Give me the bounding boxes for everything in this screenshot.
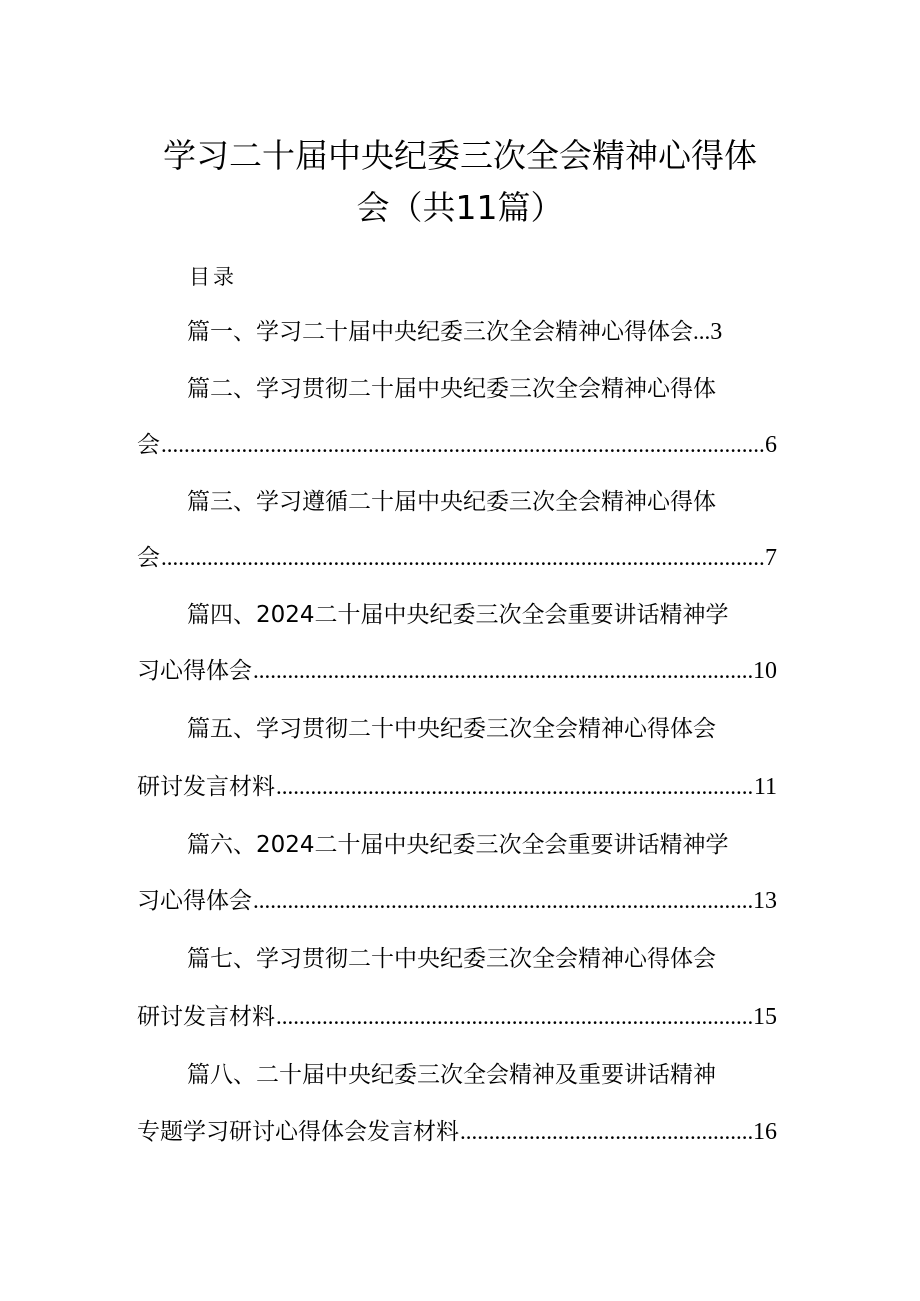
toc-entry-3-continued[interactable] (137, 543, 777, 573)
toc-entry-3-leader (161, 543, 764, 573)
toc-entry-5[interactable] (187, 714, 777, 744)
toc-entry-6[interactable] (187, 830, 777, 860)
toc-entry-5-title: 篇五、学习贯彻二十中央纪委三次全会精神心得体会 (187, 716, 716, 742)
toc-entry-4-title-cont: 习心得体会 (137, 658, 252, 684)
toc-entry-5-leader (276, 772, 753, 802)
toc-entry-4[interactable] (187, 600, 777, 630)
document-title-line-1: 学习二十届中央纪委三次全会精神心得体 (163, 136, 757, 175)
toc-entry-8-leader (460, 1117, 752, 1147)
document-title-line-2: 会（共11篇） (356, 188, 564, 227)
toc-entry-2-title-cont: 会 (137, 432, 160, 458)
toc-entry-7[interactable] (187, 944, 777, 974)
toc-entry-2[interactable] (187, 374, 777, 404)
toc-entry-1-title: 篇一、学习二十届中央纪委三次全会精神心得体会 (187, 319, 693, 345)
toc-heading: 目录 (189, 265, 237, 289)
toc-entry-2-continued[interactable] (137, 430, 777, 460)
toc-entry-8-title: 篇八、二十届中央纪委三次全会精神及重要讲话精神 (187, 1062, 716, 1088)
toc-entry-6-title-cont: 习心得体会 (137, 888, 252, 914)
toc-entry-3-title: 篇三、学习遵循二十届中央纪委三次全会精神心得体 (187, 489, 716, 515)
toc-entry-4-leader (253, 656, 752, 686)
toc-entry-5-title-cont: 研讨发言材料 (137, 774, 275, 800)
toc-entry-6-continued[interactable] (137, 886, 777, 916)
toc-entry-1-leader: ... (693, 319, 711, 344)
toc-entry-4-page: 10 (753, 658, 777, 684)
toc-entry-3[interactable] (187, 487, 777, 517)
toc-entry-4-title: 篇四、2024二十届中央纪委三次全会重要讲话精神学 (187, 602, 729, 628)
toc-entry-8[interactable] (187, 1060, 777, 1090)
toc-entry-5-page: 11 (753, 774, 777, 800)
toc-entry-8-page: 16 (753, 1119, 777, 1145)
toc-entry-7-title-cont: 研讨发言材料 (137, 1004, 275, 1030)
toc-entry-7-title: 篇七、学习贯彻二十中央纪委三次全会精神心得体会 (187, 946, 716, 972)
toc-entry-2-title: 篇二、学习贯彻二十届中央纪委三次全会精神心得体 (187, 376, 716, 402)
toc-entry-4-continued[interactable] (137, 656, 777, 686)
toc-entry-2-page: 6 (765, 432, 777, 458)
toc-entry-7-leader (276, 1002, 752, 1032)
toc-entry-6-title: 篇六、2024二十届中央纪委三次全会重要讲话精神学 (187, 832, 729, 858)
toc-entry-1[interactable] (187, 317, 777, 347)
toc-entry-3-title-cont: 会 (137, 545, 160, 571)
toc-entry-8-title-cont: 专题学习研讨心得体会发言材料 (137, 1119, 459, 1145)
toc-entry-8-continued[interactable] (137, 1117, 777, 1147)
toc-entry-5-continued[interactable] (137, 772, 777, 802)
toc-entry-6-page: 13 (753, 888, 777, 914)
toc-entry-7-page: 15 (753, 1004, 777, 1030)
toc-entry-6-leader (253, 886, 752, 916)
toc-entry-7-continued[interactable] (137, 1002, 777, 1032)
toc-entry-1-page: 3 (710, 319, 723, 345)
toc-entry-3-page: 7 (765, 545, 777, 571)
toc-entry-2-leader (161, 430, 764, 460)
